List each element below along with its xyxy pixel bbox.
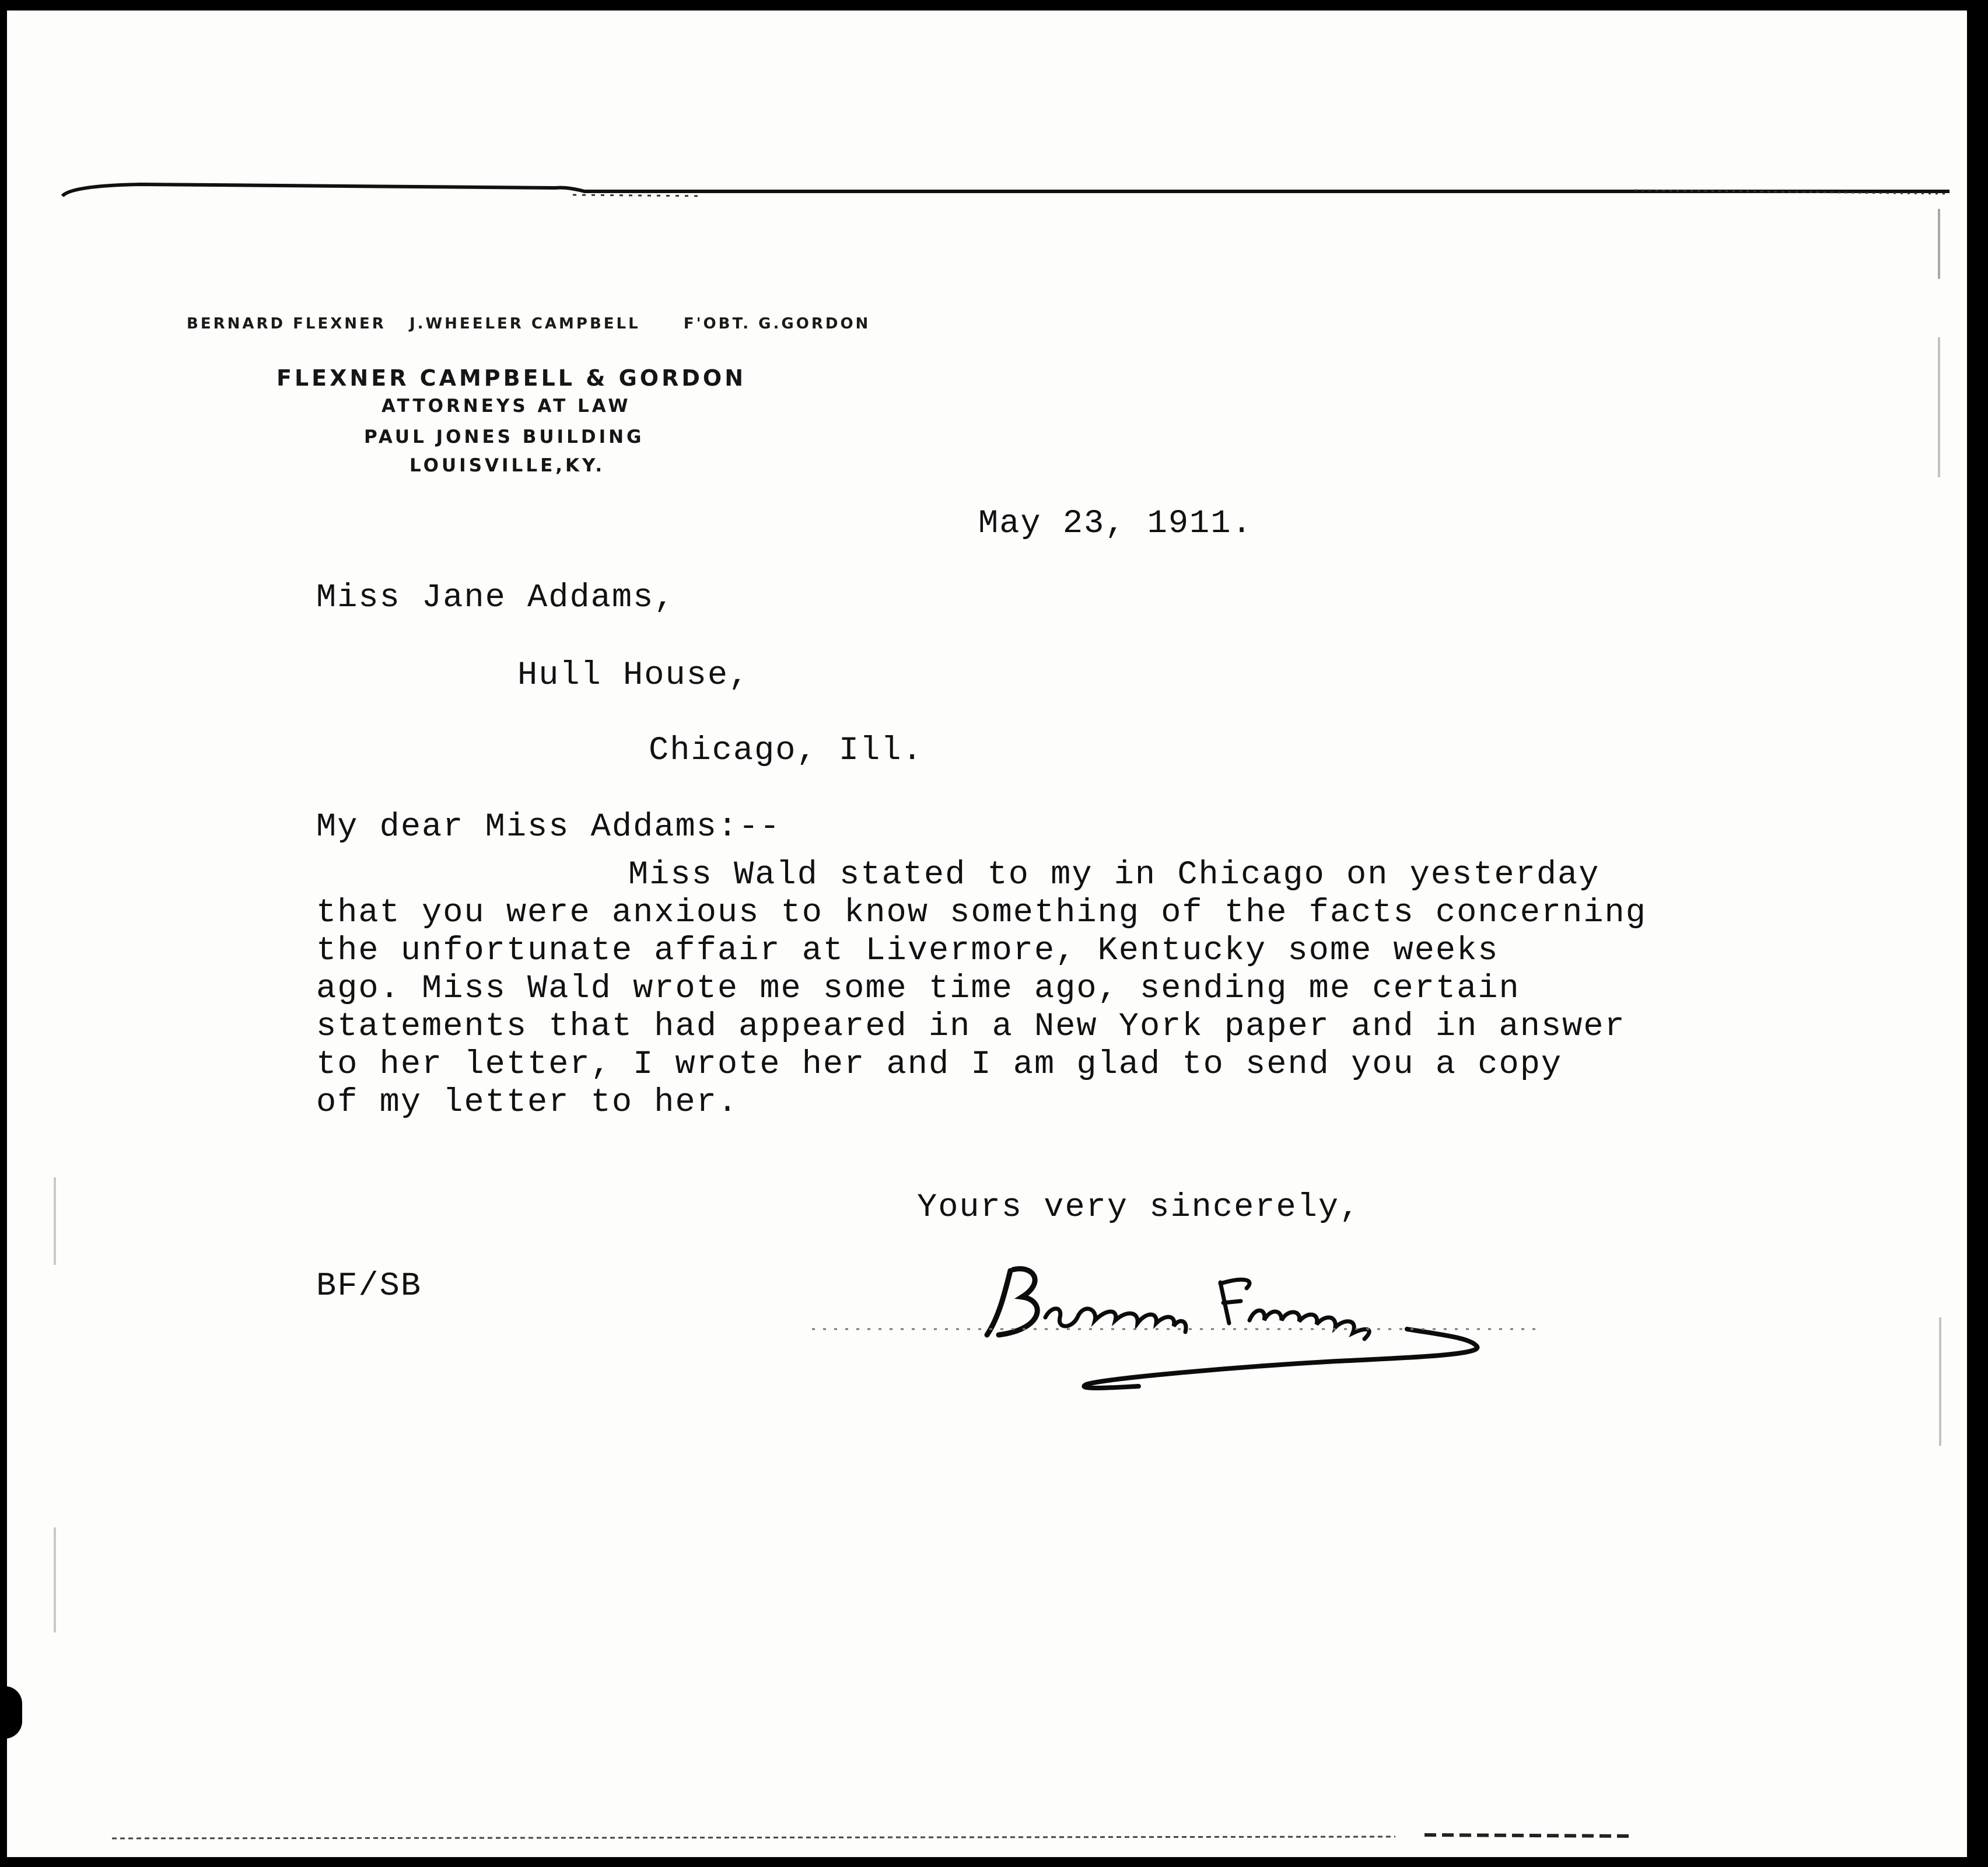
firm-profession: ATTORNEYS AT LAW: [382, 396, 631, 417]
page-edge-mark: [54, 1527, 56, 1632]
firm-city: LOUISVILLE,KY.: [410, 455, 606, 476]
firm-name: FLEXNER CAMPBELL & GORDON: [276, 365, 746, 391]
page-edge-mark: [54, 1177, 56, 1265]
salutation: My dear Miss Addams:--: [316, 809, 781, 846]
scan-blot: [0, 1686, 22, 1739]
letter-body: [316, 856, 1786, 1122]
recipient-street: Hull House,: [517, 657, 750, 694]
recipient-city: Chicago, Ill.: [649, 732, 923, 770]
body-line: ago. Miss Wald wrote me some time ago, sending me certain: [316, 970, 1520, 1008]
signature-drawing: [812, 1247, 1535, 1411]
letterhead-partners: [187, 315, 870, 333]
page-edge-mark: [1938, 209, 1940, 279]
body-line: Miss Wald stated to my in Chicago on yesterday: [628, 856, 1600, 894]
typist-initials: BF/SB: [316, 1268, 422, 1305]
partner-name: F'OBT. G.GORDON: [683, 315, 871, 333]
bottom-rule: [112, 1828, 1950, 1845]
body-line: that you were anxious to know something of the facts concerning: [316, 894, 1647, 932]
partner-name: J.WHEELER CAMPBELL: [409, 315, 640, 333]
body-line: statements that had appeared in a New York paper and in answer: [316, 1008, 1626, 1046]
body-line: of my letter to her.: [316, 1084, 739, 1121]
signature: [812, 1247, 1535, 1414]
firm-building: PAUL JONES BUILDING: [364, 426, 645, 447]
closing: Yours very sincerely,: [917, 1189, 1361, 1226]
body-line: the unfortunate affair at Livermore, Kentucky some weeks: [316, 932, 1499, 970]
letterhead-rule: [60, 173, 1955, 208]
letter-page: [7, 11, 1967, 1857]
recipient-name: Miss Jane Addams,: [316, 579, 676, 617]
page-edge-mark: [1938, 337, 1940, 477]
letter-date: May 23, 1911.: [978, 505, 1253, 543]
partner-name: BERNARD FLEXNER: [187, 315, 386, 333]
body-line: to her letter, I wrote her and I am glad to send you a copy: [316, 1046, 1563, 1083]
page-edge-mark: [1939, 1317, 1941, 1446]
